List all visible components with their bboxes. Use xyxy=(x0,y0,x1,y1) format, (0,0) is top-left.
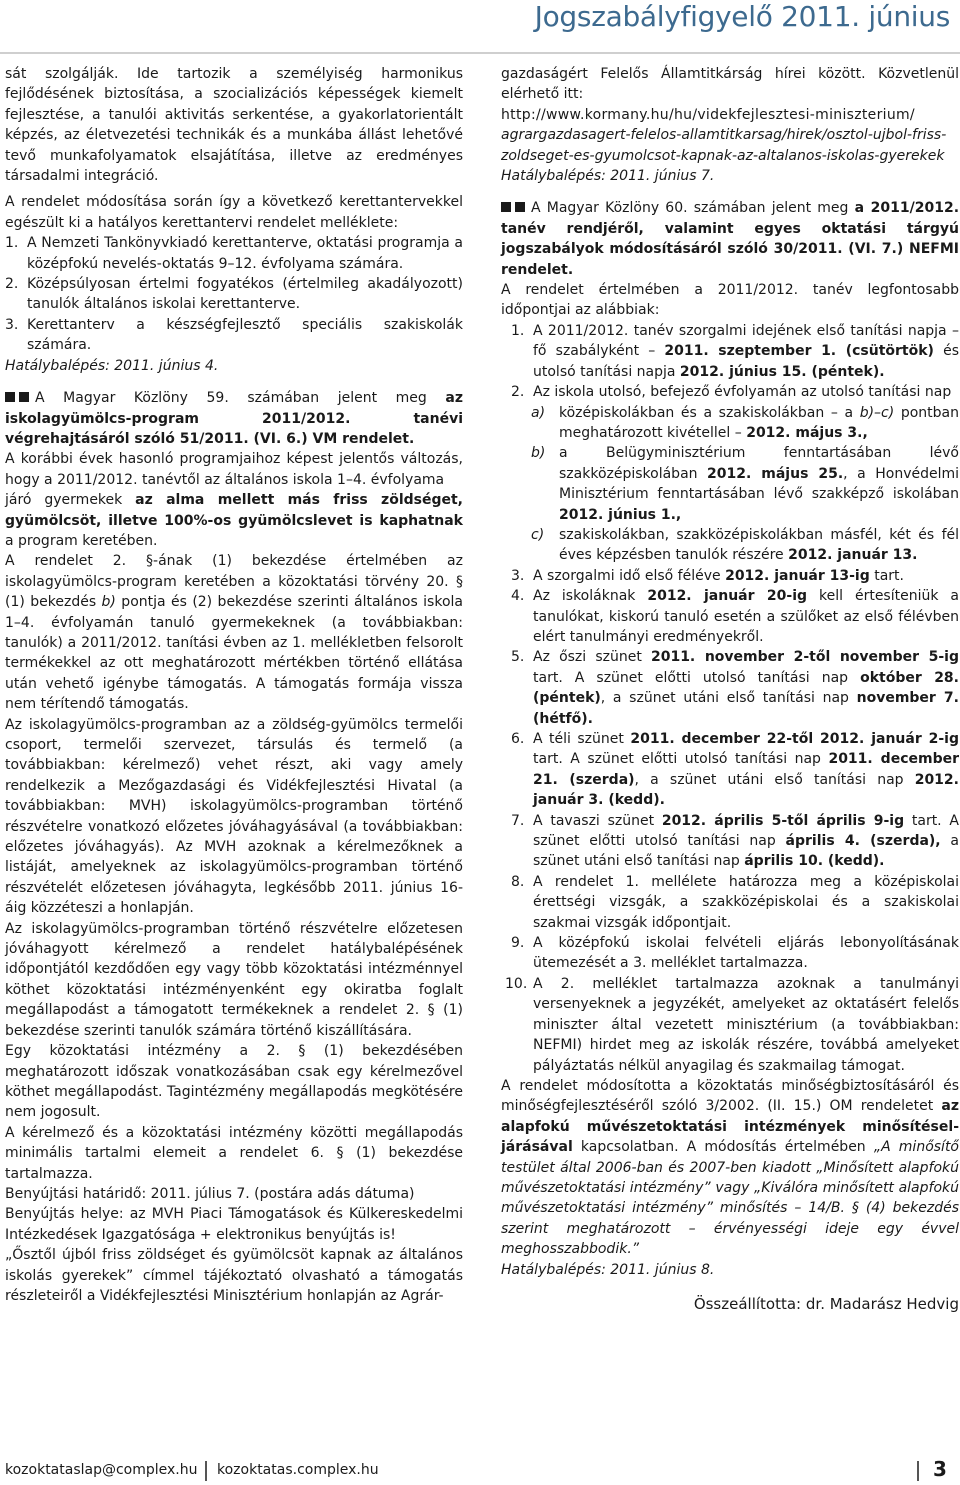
list-text: Kerettanterv a készségfejlesztő speciális szakiskolák számára. xyxy=(27,316,463,354)
list-number: 2. xyxy=(5,276,19,293)
paragraph: gazdaságért Felelős Államtitkárság hírei között. Közvetlenül elérhető itt: xyxy=(501,66,959,103)
footer-site-link[interactable]: kozoktatas.complex.hu xyxy=(217,1462,379,1478)
sub-list-item: a) középiskolákban és a szakiskolákban – a b)–c) pontban meghatározott kivétellel – 2012. május 3., xyxy=(531,404,959,441)
footer-divider xyxy=(917,1461,919,1481)
list-item xyxy=(5,274,463,315)
list-text: A Nemzeti Tankönyvkiadó kerettanterve, oktatási programja a középfokú nevelés-oktatás 9–12. évfolyama számára. xyxy=(27,235,463,272)
list-item: 2. Az iskola utolsó, befejező évfolyamán az utolsó tanítási nap xyxy=(511,384,952,401)
curriculum-list xyxy=(5,233,463,355)
paragraph: A korábbi évek hasonló programjaihoz képest jelentős változás, hogy a 2011/2012. tanévtől az általános iskola 1–4. évfolyama xyxy=(5,451,463,488)
header-divider xyxy=(0,52,960,54)
section-heading: A Magyar Közlöny 59. számában jelent meg az iskolagyümölcs-program 2011/2012. tanévi végrehajtásáról szóló 51/2011. (VI. 6.) VM rendelet. xyxy=(5,390,463,447)
list-number: 3. xyxy=(5,316,19,333)
url-link[interactable]: http://www.kormany.hu/hu/videkfejlesztesi-miniszterium/ xyxy=(501,106,915,123)
right-column xyxy=(501,64,959,1314)
page-header-title: Jogszabályfigyelő 2011. június xyxy=(534,0,950,33)
bullet-square-icon xyxy=(19,392,29,402)
list-item: 8. A rendelet 1. mellélete határozza meg a középiskolai érettségi vizsgák, a szakközépiskolai és a szakiskolai szakmai vizsgák időpontjait. xyxy=(511,873,959,931)
paragraph: Az iskolagyümölcs-programban történő részvételre előzetesen jóváhagyott kérelmező a rendelet hatálybalépésének időpontjától kezdődően egy vagy több közoktatási intézménnyel köthet közoktatási intézményenként egy okiratba foglalt megállapodást a támogatott termékeknek a rendelet 2. § (1) bekezdése szerinti tanulók számára történő kiszállítására. xyxy=(5,920,463,1039)
page-number: 3 xyxy=(933,1457,947,1481)
list-item: 3. A szorgalmi idő első féléve 2012. január 13-ig tart. xyxy=(511,567,904,584)
list-item: 4. Az iskoláknak 2012. január 20-ig kell értesíteniük a tanulókat, kiskorú tanuló esetén a szülőket az első félévben elért tanulmányi eredményekről. xyxy=(511,588,959,645)
paragraph: sát szolgálják. Ide tartozik a személyiség harmonikus fejlődésének biztosítása, a szocializációs képességek kiemelt fejlesztése, a tanulói aktivitás serkentése, a gyakorlatorientált képzés, az életvezetési technikák és a munkába állást lehetővé tevő munkafolyamatok elsajátítása, illetve az eredményes társadalmi integráció. xyxy=(5,66,463,185)
paragraph: Egy közoktatási intézmény a 2. § (1) bekezdésében meghatározott időszak vonatkozásában csak egy kérelmezővel köthet megállapodást. Tagintézmény megállapodás megkötésére nem jogosult. xyxy=(5,1043,463,1121)
left-column xyxy=(5,64,463,1306)
sub-list-item: c) szakiskolákban, szakközépiskolákban másfél, két és fél éves képzésben tanulók részére 2012. január 13. xyxy=(531,526,959,564)
section-heading: A Magyar Közlöny 60. számában jelent meg a 2011/2012. tanév rendjéről, valamint egyes oktatási tárgyú jogszabályok módosításáról szóló 30/2011. (VI. 7.) NEFMI rendelet. xyxy=(501,200,960,278)
effective-date: Hatálybalépés: 2011. június 7. xyxy=(501,168,715,185)
footer-email-link[interactable]: kozoktataslap@complex.hu xyxy=(5,1462,198,1478)
list-number: 1. xyxy=(5,235,19,252)
bullet-square-icon xyxy=(501,202,511,212)
footer-divider xyxy=(205,1461,207,1481)
url-link[interactable]: agrargazdasagert-felelos-allamtitkarsag/hirek/osztol-ujbol-friss-zoldseget-es-gyumolcsot-kapnak-az-altalanos-iskolas-gyerekek xyxy=(501,127,947,164)
paragraph: A rendelet módosítása során így a következő kerettantervekkel egészült ki a hatályos kerettantervi rendelet melléklete: xyxy=(5,194,463,231)
bullet-square-icon xyxy=(5,392,15,402)
list-item: 10. A 2. melléklet tartalmazza azoknak a tanulmányi versenyeknek a jegyzékét, amelyeket az oktatásért felelős miniszter által vezetett minisztérium (a továbbiakban: NEFMI) hirdet meg az iskolák részére, továbbá amelyeket pályáztatás nélkül anyagilag és szakmailag támogat. xyxy=(505,975,959,1074)
paragraph: A rendelet módosította a közoktatás minőségbiztosításáról és minőségfejlesztéséről szóló 3/2002. (II. 15.) OM rendeletet az alapfokú művészetoktatási intézmények minősítéseljárásával kapcsolatban. A módosítás értelmében „A minősítő testület által 2006-ban és 2007-ben kiadott „Minősített alapfokú művészetoktatási intézmény” vagy „Kiválóra minősített alapfokú művészetoktatási intézmény” minősítés – 14/B. § (4) bekezdés szerint meghatározott – érvényességi ideje egy évvel meghosszabbodik.” xyxy=(501,1077,959,1258)
paragraph: A rendelet 2. §-ának (1) bekezdése értelmében az iskolagyümölcs-program keretében a közoktatási törvény 20. § (1) bekezdés b) pontja és (2) bekezdése szerinti általános iskola 1–4. évfolyamán tanuló gyermekeknek (a továbbiakban: tanulók) a 2011/2012. tanítási évben az 1. mellékletben felsorolt termékekkel az ott meghatározott mértékben történő ellátása után vehető igénybe támogatás. A támogatás formája vissza nem térítendő támogatás. xyxy=(5,553,463,713)
effective-date: Hatálybalépés: 2011. június 4. xyxy=(5,357,219,374)
paragraph: A rendelet értelmében a 2011/2012. tanév legfontosabb időpontjai az alábbiak: xyxy=(501,282,959,319)
paragraph: A kérelmező és a közoktatási intézmény közötti megállapodás minimális tartalmi elemeit a rendelet 6. § (1) bekezdése tartalmazza. xyxy=(5,1124,463,1182)
paragraph: Benyújtási határidő: 2011. július 7. (postára adás dátuma) xyxy=(5,1185,415,1202)
list-item: 5. Az őszi szünet 2011. november 2-től november 5-ig tart. A szünet előtti utolsó tanítási nap október 28. (péntek), a szünet utáni első tanítási nap november 7. (hétfő). xyxy=(511,649,959,727)
list-item xyxy=(5,233,463,274)
list-item: 6. A téli szünet 2011. december 22-től 2012. január 2-ig tart. A szünet előtti utolsó tanítási nap 2011. december 21. (szerda), a szünet utáni első tanítási nap 2012. január 3. (kedd). xyxy=(511,731,959,809)
bullet-square-icon xyxy=(515,202,525,212)
list-item xyxy=(5,315,463,356)
list-item: 1. A 2011/2012. tanév szorgalmi idejének első tanítási napja – fő szabályként – 2011. szeptember 1. (csütörtök) és utolsó tanítási napja 2012. június 15. (péntek). xyxy=(511,322,960,380)
paragraph: Az iskolagyümölcs-programban az a zöldség-gyümölcs termelői csoport, termelői szervezet, társulás és termelő (a továbbiakban: kérelmező) vehet részt, aki vagy amely rendelkezik a Mezőgazdasági és Vidékfejlesztési Hivatal (a továbbiakban: MVH) iskolagyümölcs-programban történő részvételre vonatkozó előzetes jóváhagyásával (a továbbiakban: előzetes jóváhagyás). Az MVH azoknak a kérelmezőknek a listáját, amelyeknek az iskolagyümölcs-programban történő részvételét előzetesen jóváhagyta, legkésőbb 2011. június 16-áig közzéteszi a honlapján. xyxy=(5,716,463,917)
author-signature: Összeállította: dr. Madarász Hedvig xyxy=(693,1294,959,1313)
list-item: 9. A középfokú iskolai felvételi eljárás lebonyolításának ütemezését a 3. melléklet tartalmazza. xyxy=(511,935,959,972)
sub-list-item: b) a Belügyminisztérium fenntartásában lévő szakközépiskolában 2012. május 25., a Honvédelmi Minisztérium fenntartásában lévő szakképző iskolában 2012. június 1., xyxy=(531,445,960,523)
paragraph: „Ősztől újból friss zöldséget és gyümölcsöt kapnak az általános iskolás gyerekek” címmel tájékoztató olvasható a támogatás részleteiről a Vidékfejlesztési Minisztérium honlapján az Agrár- xyxy=(5,1247,463,1304)
paragraph: Benyújtás helye: az MVH Piaci Támogatások és Külkereskedelmi Intézkedések Igazgatósága + elektronikus benyújtás is! xyxy=(5,1206,463,1243)
paragraph: járó gyermekek az alma mellett más friss zöldséget, gyümölcsöt, illetve 100%-os gyümölcslevet is kaphatnak a program keretében. xyxy=(5,492,464,549)
list-item: 7. A tavaszi szünet 2012. április 5-től április 9-ig tart. A szünet előtti utolsó tanítási nap április 4. (szerda), a szünet utáni első tanítási nap április 10. (kedd). xyxy=(511,812,960,870)
effective-date: Hatálybalépés: 2011. június 8. xyxy=(501,1261,715,1278)
list-text: Középsúlyosan értelmi fogyatékos (értelmileg akadályozott) tanulók általános iskolai kerettanterve. xyxy=(27,276,463,313)
schedule-list xyxy=(501,321,959,1076)
